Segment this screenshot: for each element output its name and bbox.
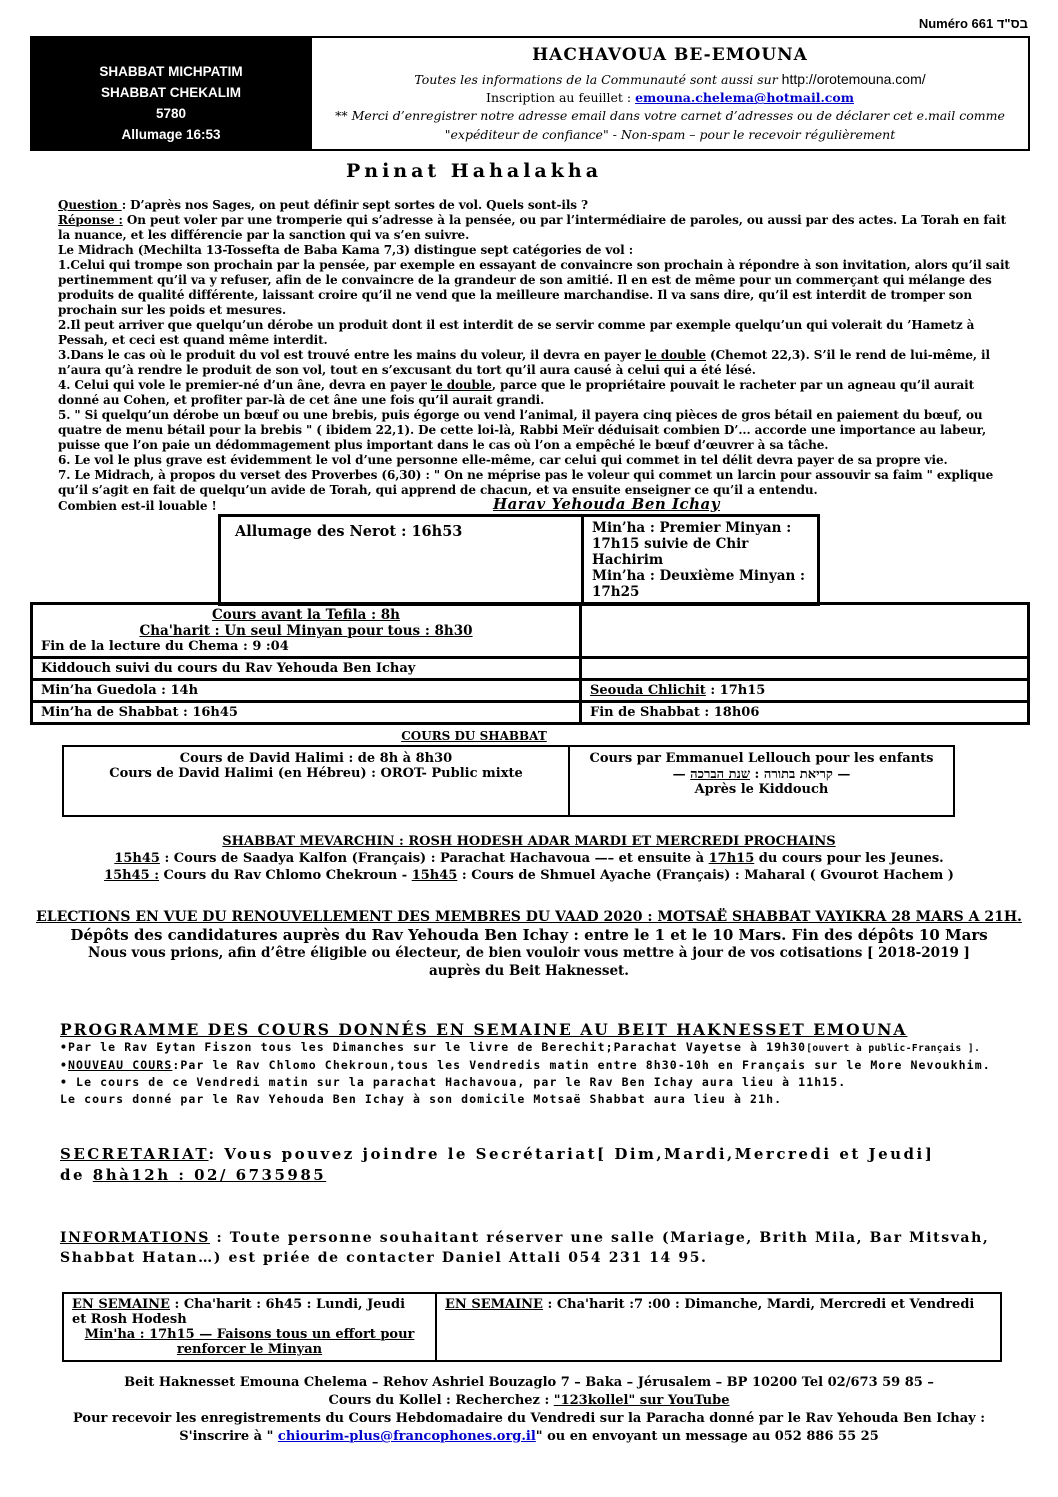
- cours-shabbat-label: COURS DU SHABBAT: [401, 729, 547, 743]
- footer-address: Beit Haknesset Emouna Chelema – Rehov Ashriel Bouzaglo 7 – Baka – Jérusalem – BP 10200 Tel 02/673 59 85 –: [124, 1375, 934, 1390]
- elections-section: [0, 908, 1058, 980]
- morning-schedule-cell: [32, 604, 581, 658]
- programme-bullet: Le cours donné par le Rav Yehouda Ben Ichay à son domicile Motsaë Shabbat aura lieu à 21h.: [60, 1092, 783, 1106]
- mevarchin-title: SHABBAT MEVARCHIN : ROSH HODESH ADAR MARDI ET MERCREDI PROCHAINS: [222, 834, 836, 849]
- secretariat-line1: SECRETARIAT: Vous pouvez joindre le Secrétariat[ Dim,Mardi,Mercredi et Jeudi]: [60, 1145, 935, 1163]
- list-item: 4. Celui qui vole le premier-né d’un âne, devra en payer le double, parce que le propriétaire pouvait le racheter par un agneau qu’il aurait donné au Cohen, et profiter par-là de cet âne une fois qu’il aurait grandi.: [58, 378, 975, 407]
- empty-cell: [581, 658, 1029, 680]
- list-item: 2.Il peut arriver que quelqu’un dérobe un produit dont il est interdit de se servir comme par exemple quelqu’un qui volerait du ’Hametz à Pessah, et ceci est quand même interdit.: [58, 318, 975, 347]
- shabbat-info-box: [30, 36, 312, 151]
- allumage-cell: Allumage des Nerot : 16h53: [220, 516, 583, 605]
- website-line: [322, 69, 1018, 89]
- empty-cell: [581, 604, 1029, 658]
- weekday-chaharit-645: EN SEMAINE : Cha'harit : 6h45 : Lundi, Jeudi: [72, 1297, 406, 1312]
- subscription-prefix: Inscription au feuillet :: [486, 90, 636, 106]
- footer-recordings: Pour recevoir les enregistrements du Cours Hebdomadaire du Vendredi sur la Paracha donné par le Rav Yehouda Ben Ichay :: [72, 1411, 985, 1426]
- masthead: [30, 36, 1030, 151]
- programme-bullet: •NOUVEAU COURS:Par le Rav Chlomo Chekroun,tous les Vendredis matin entre 8h30-10h en Français sur le More Nevoukhim.: [60, 1058, 991, 1072]
- weekday-minha-note: Min'ha : 17h15 — Faisons tous un effort pour renforcer le Minyan: [84, 1327, 415, 1357]
- cours-avant-tefila: Cours avant la Tefila : 8h: [211, 607, 400, 623]
- kiddouch-cell: Kiddouch suivi du cours du Rav Yehouda Ben Ichay: [32, 658, 581, 680]
- children-course-after: Après le Kiddouch: [694, 782, 829, 797]
- shabbat-name-line2: SHABBAT CHEKALIM: [101, 84, 241, 100]
- minha-minyan-cell: [583, 516, 819, 605]
- table-row: [32, 658, 1029, 680]
- children-course-cell: [569, 746, 954, 816]
- table-row: [63, 1293, 1001, 1361]
- weekday-rosh-hodesh: et Rosh Hodesh: [72, 1312, 187, 1327]
- minha-second-minyan: Min’ha : Deuxième Minyan : 17h25: [592, 568, 805, 600]
- spam-notice-line2: "expéditeur de confiance" - Non-spam – pour le recevoir régulièrement: [444, 126, 896, 142]
- cours-shabbat-table: [62, 745, 955, 817]
- minha-guedola-cell: Min’ha Guedola : 14h: [32, 680, 581, 702]
- mevarchin-line3: 15h45 : Cours du Rav Chlomo Chekroun - 15h45 : Cours de Shmuel Ayache (Français) : Maharal ( Gvourot Hachem ): [104, 868, 954, 883]
- candle-lighting-time: Allumage 16:53: [121, 126, 221, 142]
- minha-shabbat-cell: Min’ha de Shabbat : 16h45: [32, 702, 581, 724]
- chaharit-minyan: Cha'harit : Un seul Minyan pour tous : 8h30: [139, 623, 473, 639]
- website-url[interactable]: http://orotemouna.com/: [781, 71, 926, 87]
- table-row: [63, 746, 954, 816]
- article-title: Pninat Hahalakha: [345, 160, 603, 182]
- halimi-course-detail: Cours de David Halimi (en Hébreu) : OROT- Public mixte: [109, 766, 523, 781]
- subscription-email-link[interactable]: emouna.chelema@hotmail.com: [635, 90, 854, 106]
- fin-lecture-chema: Fin de la lecture du Chema : 9 :04: [41, 639, 289, 654]
- secretariat-section: [60, 1144, 1018, 1186]
- weekday-schedule-table: [62, 1292, 1002, 1362]
- footer-kollel: Cours du Kollel : Recherchez : "123kollel" sur YouTube: [328, 1393, 730, 1408]
- footer-subscribe: S'inscrire à " chiourim-plus@francophones.org.il" ou en envoyant un message au 052 886 55 25: [179, 1429, 879, 1444]
- issue-number: Numéro 661 בס"ד: [918, 16, 1028, 31]
- informations-section: [60, 1228, 1018, 1268]
- mevarchin-line2: 15h45 : Cours de Saadya Kalfon (Français) : Parachat Hachavoua —– et ensuite à 17h15 du cours pour les Jeunes.: [114, 851, 944, 866]
- secretariat-line2: de 8hà12h : 02/ 6735985: [60, 1166, 327, 1184]
- elections-line2: Dépôts des candidatures auprès du Rav Yehouda Ben Ichay : entre le 1 et le 10 Mars. Fin des dépôts 10 Mars: [70, 926, 988, 944]
- shabbat-schedule-table: [30, 602, 1030, 725]
- masthead-right: [312, 36, 1030, 151]
- table-row: [32, 604, 1029, 658]
- elections-line3: Nous vous prions, afin d’être éligible ou électeur, de bien vouloir vous mettre à jour de vos cotisations [ 2018-2019 ]: [88, 945, 970, 961]
- seouda-chlichit-cell: Seouda Chlichit : 17h15: [581, 680, 1029, 702]
- website-line-prefix: Toutes les informations de la Communauté sont aussi sur: [414, 72, 782, 87]
- children-course-title: Cours par Emmanuel Lellouch pour les enfants: [589, 751, 934, 766]
- list-item: 1.Celui qui trompe son prochain par la pensée, par exemple en essayant de convaincre son prochain à répondre à son invitation, alors qu’il sait pertinemment qu’il va y refuser, afin de le convaincre de la grandeur de son amitié. Il en est de même pour un commerçant qui mélange des produits de qualité différente, laissant croire qu’il ne vend que la meilleure marchandise. Il va sans dire, qu’il est interdit de tromper son prochain sur les poids et mesures.: [58, 258, 1010, 317]
- halimi-course-cell: [63, 746, 569, 816]
- chiourim-email-link[interactable]: chiourim-plus@francophones.org.il: [277, 1429, 536, 1444]
- table-row: [220, 516, 819, 605]
- subscription-line: [322, 89, 1018, 107]
- author-signature: Harav Yehouda Ben Ichay: [493, 495, 720, 513]
- elections-line4: auprès du Beit Haknesset.: [428, 963, 629, 979]
- closing-text: Combien est-il louable !: [58, 499, 217, 513]
- allumage-table: [218, 514, 820, 606]
- list-item: 5. " Si quelqu’un dérobe un bœuf ou une brebis, puis égorge ou vend l’animal, il payera cinq pièces de gros bétail en paiement du bœuf, ou quatre de menu bétail pour la brebis " ( ibidem 22,1). De cette loi-là, Rabbi Meïr déduisait combien D’... accorde une importance au labeur, puisse que l’on paie un dédommagement plus important dans le cas où l’on a empêché le bœuf d’œuvrer à sa tâche.: [58, 408, 987, 452]
- table-row: [32, 680, 1029, 702]
- halimi-course-time: Cours de David Halimi : de 8h à 8h30: [179, 751, 453, 766]
- halakha-article: [58, 198, 1012, 514]
- elections-title: ELECTIONS EN VUE DU RENOUVELLEMENT DES MEMBRES DU VAAD 2020 : MOTSAË SHABBAT VAYIKRA 28 MARS A 21H.: [36, 909, 1022, 925]
- mevarchin-section: [0, 833, 1058, 884]
- list-item: 3.Dans le cas où le produit du vol est trouvé entre les mains du voleur, il devra en payer le double (Chemot 22,3). S’il le rend de lui-même, il n’aura qu’à rendre le produit de son vol, tout en s’excusant du tort qu’il aura causé à celui qui a été lésé.: [58, 348, 990, 377]
- question-paragraph: Question : D’après nos Sages, on peut définir sept sortes de vol. Quels sont-ils ?: [58, 198, 588, 212]
- weekday-right-cell: EN SEMAINE : Cha'harit :7 :00 : Dimanche, Mardi, Mercredi et Vendredi: [436, 1293, 1001, 1361]
- list-item: 6. Le vol le plus grave est évidemment le vol d’une personne elle-même, car celui qui commet in tel délit devra payer de sa propre vie.: [58, 453, 948, 467]
- list-item: 7. Le Midrach, à propos du verset des Proverbes (6,30) : " On ne méprise pas le voleur qui commet un larcin pour assouvir sa faim " explique qu’il s’agit en fait de quelqu’un avide de Torah, qui apprend de chacun, et va ensuite enseigner ce qu’il a entendu.: [58, 468, 994, 497]
- intro-paragraph: Le Midrach (Mechilta 13-Tossefta de Baba Kama 7,3) distingue sept catégories de vol :: [58, 243, 634, 257]
- children-course-hebrew: — קריאת בתורה : שנת הברכה —: [672, 767, 851, 782]
- programme-bullet: • Le cours de ce Vendredi matin sur la parachat Hachavoua, par le Rav Ben Ichay aura lieu à 11h15.: [60, 1075, 847, 1089]
- answer-paragraph: Réponse : On peut voler par une tromperie qui s’adresse à la pensée, ou par l’intermédiaire de paroles, ou aussi par des actes. La Torah en fait la nuance, et les différencie par la sanction qui va s’en suivre.: [58, 213, 1007, 242]
- programme-bullet: •Par le Rav Eytan Fiszon tous les Dimanches sur le livre de Berechit;Parachat Vayetse à 19h30[ouvert à public-Français ].: [60, 1040, 981, 1054]
- newsletter-title: HACHAVOUA BE-EMOUNA: [532, 45, 808, 65]
- closing-line: [58, 495, 1012, 514]
- informations-line: INFORMATIONS : Toute personne souhaitant réserver une salle (Mariage, Brith Mila, Bar Mitsvah, Shabbat Hatan…) est priée de contacter Daniel Attali 054 231 14 95.: [60, 1230, 990, 1266]
- page-footer: [0, 1374, 1058, 1446]
- spam-notice-line1: ** Merci d’enregistrer notre adresse email dans votre carnet d’adresses ou de déclarer cet e.mail comme: [335, 108, 1005, 124]
- fin-shabbat-cell: Fin de Shabbat : 18h06: [581, 702, 1029, 724]
- hebrew-year: 5780: [155, 105, 187, 121]
- programme-title: PROGRAMME DES COURS DONNÉS EN SEMAINE AU BEIT HAKNESSET EMOUNA: [60, 1020, 908, 1039]
- weekday-left-cell: [63, 1293, 436, 1361]
- shabbat-name-line: SHABBAT MICHPATIM: [99, 64, 243, 79]
- table-row: [32, 702, 1029, 724]
- minha-first-minyan: Min’ha : Premier Minyan : 17h15 suivie de Chir Hachirim: [592, 520, 792, 568]
- programme-section: [60, 1020, 1018, 1108]
